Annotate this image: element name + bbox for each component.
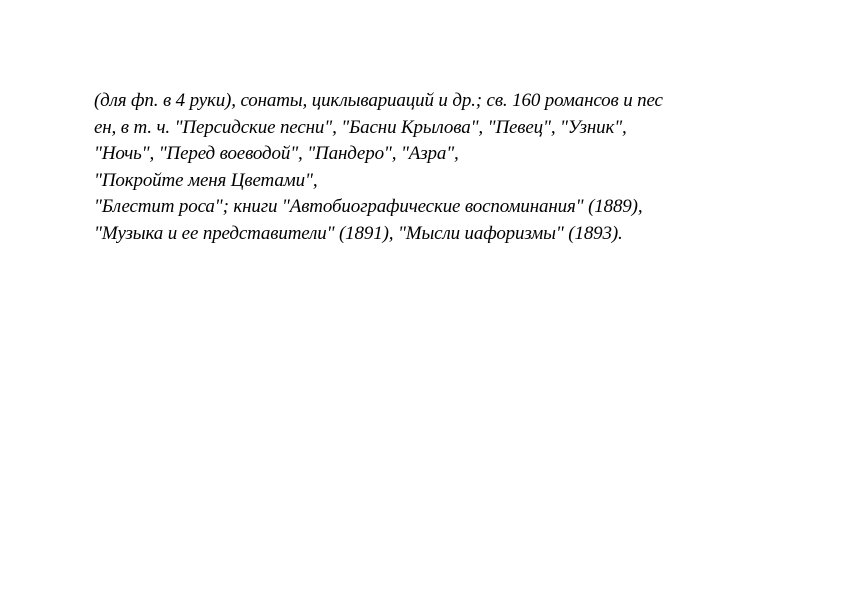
body-text [94,88,814,247]
text-line-2: ен, в т. ч. "Персидские песни", "Басни Крылова", "Певец", "Узник", [94,116,627,138]
text-line-1: (для фп. в 4 руки), сонаты, циклывариаций и др.; св. 160 романсов и пес [94,90,663,111]
text-line-5: "Блестит роса"; книги "Автобиографические воспоминания" (1889), [94,196,643,217]
text-line-6: "Музыка и ее представители" (1891), "Мысли иафоризмы" (1893). [94,222,623,244]
text-line-4: "Покройте меня Цветами", [94,169,318,191]
text-line-3: "Ночь", "Перед воеводой", "Пандеро", "Азра", [94,143,459,164]
